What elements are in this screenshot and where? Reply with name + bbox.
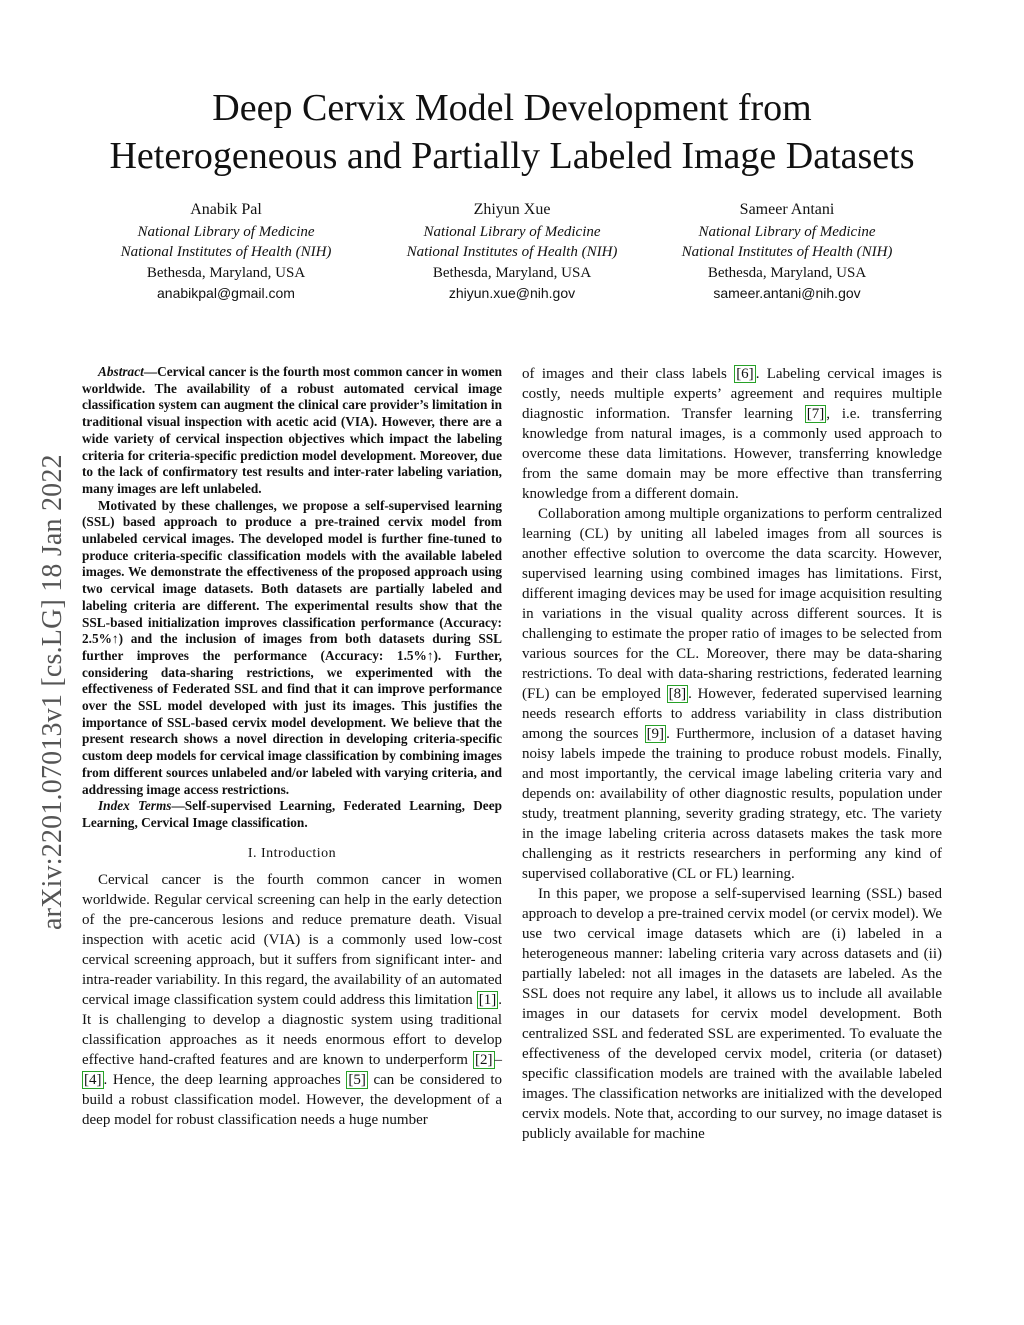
citation-link[interactable]: [9] <box>646 726 665 742</box>
right-paragraph-1 <box>522 364 942 504</box>
index-terms-label: Index Terms <box>98 798 172 814</box>
abstract-text-1: —Cervical cancer is the fourth most common cancer in women worldwide. The availability of a robust automated cervical image classification system can augment the clinical care provider’s limitation in traditional visual inspection with acetic acid (VIA). However, there are a wide variety of cervical inspection objectives which impact the labeling criteria for criteria-specific prediction model development. Moreover, due to the lack of confirmatory test results and inter-rater labeling variation, many images are left unlabeled. <box>82 364 502 496</box>
right-text-e: . However, federated supervised learning needs research efforts to address variability in class distribution among the sources <box>522 686 942 742</box>
intro-paragraph-1 <box>82 870 502 1130</box>
author-location: Bethesda, Maryland, USA <box>432 264 592 281</box>
range-dash: – <box>494 1051 502 1068</box>
index-terms <box>82 798 502 831</box>
arxiv-stamp: arXiv:2201.07013v1 [cs.LG] 18 Jan 2022 <box>37 454 68 930</box>
citation-link[interactable]: [2] <box>475 1051 493 1068</box>
paper-title <box>60 84 964 180</box>
right-text-a: of images and their class labels <box>522 366 735 382</box>
author-affiliation-1: National Library of Medicine <box>137 223 315 240</box>
citation-link[interactable]: [5] <box>348 1071 366 1088</box>
author-block-3 <box>637 200 937 304</box>
right-paragraph-2 <box>522 504 942 884</box>
right-column <box>522 364 942 1144</box>
author-affiliation-1: National Library of Medicine <box>423 223 601 240</box>
index-terms-text: —Self-supervised Learning, Federated Learning, Deep Learning, Cervical Image classification. <box>82 798 502 830</box>
intro-text-c: . Hence, the deep learning approaches <box>103 1071 347 1088</box>
author-email[interactable]: anabikpal@gmail.com <box>157 285 295 301</box>
author-affiliation-2: National Institutes of Health (NIH) <box>120 244 332 260</box>
abstract-paragraph-1 <box>82 364 502 498</box>
citation-link[interactable]: [8] <box>668 686 687 702</box>
right-text-c: , i.e. transferring knowledge from natural images, is a commonly used approach to overcome these data limitations. However, transferring knowledge from the same domain may be more effective than transferring knowledge from a different domain. <box>522 406 943 502</box>
author-affiliation-2: National Institutes of Health (NIH) <box>406 244 618 260</box>
intro-text-b: . It is challenging to develop a diagnostic system using traditional classification approaches as it needs enormous effort to develop effective hand-crafted features and are known to underperform <box>82 991 502 1068</box>
author-affiliation-2: National Institutes of Health (NIH) <box>681 244 893 260</box>
section-heading: I. Introduction <box>247 845 337 861</box>
author-block-1 <box>76 200 376 304</box>
right-text-b: . Labeling cervical images is costly, needs multiple experts’ agreement and requires multiple diagnostic information. Transfer learning <box>522 366 942 422</box>
right-text-d: Collaboration among multiple organizations to perform centralized learning (CL) by uniting all labeled images from all sources is another effective solution to overcome the data scarcity. However, supervised learning using combined images has limitations. First, different imaging devices may be used for image acquisition resulting in variations in the visual quality across different sources. It is challenging to estimate the proper ratio of images to be selected from various sources for the CL. Moreover, there may be data-sharing restrictions. To deal with data-sharing restrictions, federated learning (FL) can be employed <box>522 506 942 702</box>
author-name: Anabik Pal <box>190 201 262 218</box>
intro-text-d: can be considered to build a robust classification model. However, the development of a deep model for robust classification needs a huge number <box>82 1071 502 1128</box>
author-location: Bethesda, Maryland, USA <box>707 264 867 281</box>
abstract-label: Abstract <box>98 364 144 379</box>
intro-text-a: Cervical cancer is the fourth common cancer in women worldwide. Regular cervical screening can help in the early detection of the pre-cancerous lesions and reduce premature death. Visual inspection with acetic acid (VIA) is a commonly used low-cost cervical screening approach, but it suffers from significant inter- and intra-reader variability. In this regard, the availability of an automated cervical image classification system could address this limitation <box>82 871 502 1008</box>
author-block-2 <box>362 200 662 304</box>
author-name: Sameer Antani <box>739 201 835 218</box>
right-text-f: . Furthermore, inclusion of a dataset having noisy labels impede the training to produce robust models. Finally, and most importantly, the cervical image labeling criteria vary and depends on: availability of other diagnostic results, population under study, treatment planning, severity grading strategy, etc. The variety in the image labeling criteria across datasets makes the task more challenging as it restricts researchers in performing any kind of supervised collaborative (CL or FL) learning. <box>522 726 942 882</box>
author-email[interactable]: zhiyun.xue@nih.gov <box>448 285 576 301</box>
abstract-paragraph-2 <box>82 498 502 799</box>
right-paragraph-3: In this paper, we propose a self-supervised learning (SSL) based approach to develop a pre-trained cervix model (or cervix model). We use two cervical image datasets which are (i) labeled in a heterogeneous manner: labeling criteria vary across datasets and (ii) partially labeled: not all images in the datasets are labeled. As the SSL does not require any label, it allows us to include all available images in our datasets for cervix model development. Both centralized SSL and federated SSL are experimented. To evaluate the effectiveness of the developed cervix model, criteria (or dataset) specific classification models are trained with the available labeled images. The classification networks are initialized with the developed cervix models. Note that, according to our survey, no image dataset is publicly available for machine <box>522 886 942 1142</box>
title-line-2: Heterogeneous and Partially Labeled Image Datasets <box>109 135 915 177</box>
abstract-text-2: Motivated by these challenges, we propose a self-supervised learning (SSL) based approach to produce a pre-trained cervix model from unlabeled cervical images. The developed model is further fine-tuned to produce criteria-specific classification models with the available labeled images. We demonstrate the effectiveness of the proposed approach using two cervical image datasets. Both datasets are partially labeled and labeling criteria are different. The experimental results show that the SSL-based initialization improves classification performance (Accuracy: 2.5%↑) and the inclusion of images from both datasets during SSL further improves the performance (Accuracy: 1.5%↑). Further, considering data-sharing restrictions, we experimented with the effectiveness of Federated SSL and find that it can improve performance over the SSL model developed with just its images. This justifies the importance of SSL-based cervix model development. We believe that the present research shows a novel direction in developing criteria-specific custom deep models for cervical image classification by combining images from different sources unlabeled and/or labeled with varying criteria, and addressing image access restrictions. <box>82 497 502 797</box>
citation-link[interactable]: [1] <box>478 991 497 1008</box>
citation-link[interactable]: [4] <box>84 1071 102 1088</box>
author-affiliation-1: National Library of Medicine <box>698 223 876 240</box>
author-email[interactable]: sameer.antani@nih.gov <box>713 285 861 301</box>
author-name: Zhiyun Xue <box>473 201 551 218</box>
left-column <box>82 364 502 1130</box>
citation-link[interactable]: [6] <box>736 366 754 382</box>
title-line-1: Deep Cervix Model Development from <box>212 87 812 129</box>
author-location: Bethesda, Maryland, USA <box>146 264 306 281</box>
citation-link[interactable]: [7] <box>806 406 825 422</box>
